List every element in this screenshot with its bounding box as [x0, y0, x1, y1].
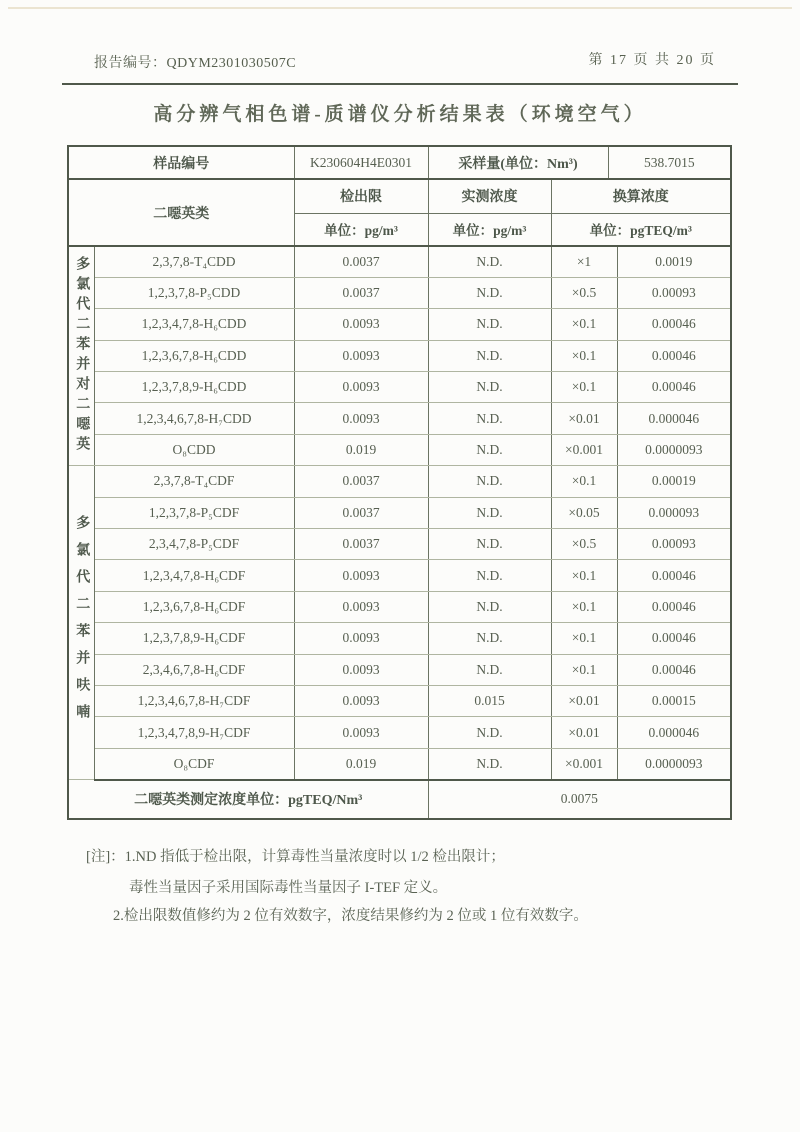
measured-unit-cell: 单位：pg/m³ [428, 213, 551, 246]
table-row [68, 434, 731, 465]
congener-name-cell: 1,2,3,6,7,8-H₆CDD [94, 340, 294, 371]
tef-factor-cell: ×0.1 [551, 654, 617, 685]
tef-factor-cell: ×0.001 [551, 748, 617, 779]
table-row [68, 717, 731, 748]
tef-factor-cell: ×0.05 [551, 497, 617, 528]
tef-factor-cell: ×0.1 [551, 560, 617, 591]
table-row [68, 591, 731, 622]
measured-cell: N.D. [428, 434, 551, 465]
table-row [68, 403, 731, 434]
congener-name-cell: O₈CDF [94, 748, 294, 779]
teq-cell: 0.0000093 [617, 748, 731, 779]
tef-factor-cell: ×1 [551, 246, 617, 277]
measured-cell: N.D. [428, 309, 551, 340]
teq-cell: 0.0019 [617, 246, 731, 277]
tef-factor-cell: ×0.01 [551, 717, 617, 748]
congener-name-cell: 2,3,7,8-T₄CDD [94, 246, 294, 277]
table-row [68, 340, 731, 371]
table-row [68, 529, 731, 560]
lod-cell: 0.0093 [294, 340, 428, 371]
pcdd-group-label: 多氯代二苯并对二噁英 [74, 256, 90, 457]
table-row [68, 466, 731, 497]
teq-cell: 0.00046 [617, 372, 731, 403]
measured-cell: N.D. [428, 529, 551, 560]
teq-cell: 0.00019 [617, 466, 731, 497]
table-row [68, 685, 731, 716]
converted-unit-cell: 单位：pgTEQ/m³ [551, 213, 731, 246]
total-row [68, 780, 731, 819]
table-row [68, 560, 731, 591]
teq-cell: 0.000046 [617, 403, 731, 434]
pcdf-group-label-cell [68, 466, 94, 780]
lod-cell: 0.019 [294, 434, 428, 465]
lod-cell: 0.0037 [294, 277, 428, 308]
tef-factor-cell: ×0.1 [551, 466, 617, 497]
tef-factor-cell: ×0.1 [551, 340, 617, 371]
sample-id-value-cell: K230604H4E0301 [294, 146, 428, 179]
teq-cell: 0.00046 [617, 309, 731, 340]
lod-cell: 0.0093 [294, 403, 428, 434]
measured-column-header: 实测浓度 [428, 179, 551, 213]
teq-cell: 0.00015 [617, 685, 731, 716]
congener-name-cell: 1,2,3,7,8,9-H₆CDF [94, 623, 294, 654]
lod-cell: 0.0093 [294, 591, 428, 622]
measured-cell: N.D. [428, 623, 551, 654]
congener-name-cell: 2,3,4,7,8-P₅CDF [94, 529, 294, 560]
congener-name-cell: 1,2,3,4,6,7,8-H₇CDD [94, 403, 294, 434]
lod-unit-cell: 单位：pg/m³ [294, 213, 428, 246]
lod-cell: 0.0093 [294, 560, 428, 591]
lod-cell: 0.0037 [294, 246, 428, 277]
teq-cell: 0.000093 [617, 497, 731, 528]
analyte-class-header-cell: 二噁英类 [68, 179, 294, 246]
scan-artifact-top-edge [8, 7, 792, 9]
lod-cell: 0.0037 [294, 497, 428, 528]
sample-volume-label-cell: 采样量(单位：Nm³) [428, 146, 608, 179]
teq-cell: 0.000046 [617, 717, 731, 748]
results-table [67, 145, 732, 820]
tef-factor-cell: ×0.01 [551, 685, 617, 716]
measured-cell: N.D. [428, 372, 551, 403]
total-value-cell: 0.0075 [428, 780, 731, 819]
congener-name-cell: 2,3,7,8-T₄CDF [94, 466, 294, 497]
congener-name-cell: 1,2,3,7,8-P₅CDF [94, 497, 294, 528]
congener-name-cell: 1,2,3,4,7,8,9-H₇CDF [94, 717, 294, 748]
pcdf-group-label: 多氯代二苯并呋喃 [74, 514, 90, 731]
congener-name-cell: 1,2,3,7,8-P₅CDD [94, 277, 294, 308]
measured-cell: N.D. [428, 277, 551, 308]
measured-cell: N.D. [428, 654, 551, 685]
congener-name-cell: 1,2,3,4,7,8-H₆CDF [94, 560, 294, 591]
lod-cell: 0.0037 [294, 466, 428, 497]
sample-volume-value-cell: 538.7015 [608, 146, 731, 179]
lod-cell: 0.0093 [294, 654, 428, 685]
page-title: 高分辨气相色谱-质谱仪分析结果表（环境空气） [153, 104, 647, 125]
table-row [68, 372, 731, 403]
sample-info-row [68, 146, 731, 179]
teq-cell: 0.0000093 [617, 434, 731, 465]
teq-cell: 0.00046 [617, 654, 731, 685]
lod-cell: 0.0093 [294, 372, 428, 403]
lod-cell: 0.0093 [294, 309, 428, 340]
congener-name-cell: O₈CDD [94, 434, 294, 465]
lod-cell: 0.0093 [294, 685, 428, 716]
tef-factor-cell: ×0.1 [551, 309, 617, 340]
lod-cell: 0.0093 [294, 717, 428, 748]
table-row [68, 277, 731, 308]
measured-cell: N.D. [428, 340, 551, 371]
tef-factor-cell: ×0.5 [551, 277, 617, 308]
congener-name-cell: 1,2,3,7,8,9-H₆CDD [94, 372, 294, 403]
measured-cell: N.D. [428, 246, 551, 277]
measured-cell: N.D. [428, 748, 551, 779]
congener-name-cell: 1,2,3,4,7,8-H₆CDD [94, 309, 294, 340]
teq-cell: 0.00046 [617, 560, 731, 591]
teq-cell: 0.00093 [617, 277, 731, 308]
measured-cell: 0.015 [428, 685, 551, 716]
note-line-1: [注]：1.ND 指低于检出限，计算毒性当量浓度时以 1/2 检出限计； [86, 849, 505, 865]
page-number: 第 17 页 共 20 页 [588, 53, 716, 68]
converted-column-header: 换算浓度 [551, 179, 731, 213]
tef-factor-cell: ×0.1 [551, 591, 617, 622]
sample-id-label-cell: 样品编号 [68, 146, 294, 179]
table-row [68, 623, 731, 654]
column-header-row [68, 179, 731, 213]
lod-cell: 0.019 [294, 748, 428, 779]
total-label-cell: 二噁英类测定浓度单位：pgTEQ/Nm³ [68, 780, 428, 819]
table-row [68, 654, 731, 685]
note-line-2: 毒性当量因子采用国际毒性当量因子 I-TEF 定义。 [129, 880, 448, 896]
teq-cell: 0.00046 [617, 623, 731, 654]
teq-cell: 0.00093 [617, 529, 731, 560]
congener-name-cell: 1,2,3,6,7,8-H₆CDF [94, 591, 294, 622]
congener-name-cell: 1,2,3,4,6,7,8-H₇CDF [94, 685, 294, 716]
measured-cell: N.D. [428, 717, 551, 748]
table-row [68, 309, 731, 340]
tef-factor-cell: ×0.01 [551, 403, 617, 434]
measured-cell: N.D. [428, 466, 551, 497]
table-row [68, 748, 731, 779]
tef-factor-cell: ×0.001 [551, 434, 617, 465]
report-number: 报告编号：QDYM2301030507C [94, 56, 297, 71]
teq-cell: 0.00046 [617, 591, 731, 622]
lod-column-header: 检出限 [294, 179, 428, 213]
teq-cell: 0.00046 [617, 340, 731, 371]
tef-factor-cell: ×0.5 [551, 529, 617, 560]
measured-cell: N.D. [428, 497, 551, 528]
table-row [68, 246, 731, 277]
tef-factor-cell: ×0.1 [551, 623, 617, 654]
note-line-3: 2.检出限数值修约为 2 位有效数字，浓度结果修约为 2 位或 1 位有效数字。 [113, 908, 588, 924]
measured-cell: N.D. [428, 560, 551, 591]
pcdd-group-label-cell [68, 246, 94, 466]
congener-name-cell: 2,3,4,6,7,8-H₆CDF [94, 654, 294, 685]
tef-factor-cell: ×0.1 [551, 372, 617, 403]
measured-cell: N.D. [428, 403, 551, 434]
lod-cell: 0.0037 [294, 529, 428, 560]
header-divider-rule [62, 83, 738, 85]
lod-cell: 0.0093 [294, 623, 428, 654]
table-row [68, 497, 731, 528]
measured-cell: N.D. [428, 591, 551, 622]
